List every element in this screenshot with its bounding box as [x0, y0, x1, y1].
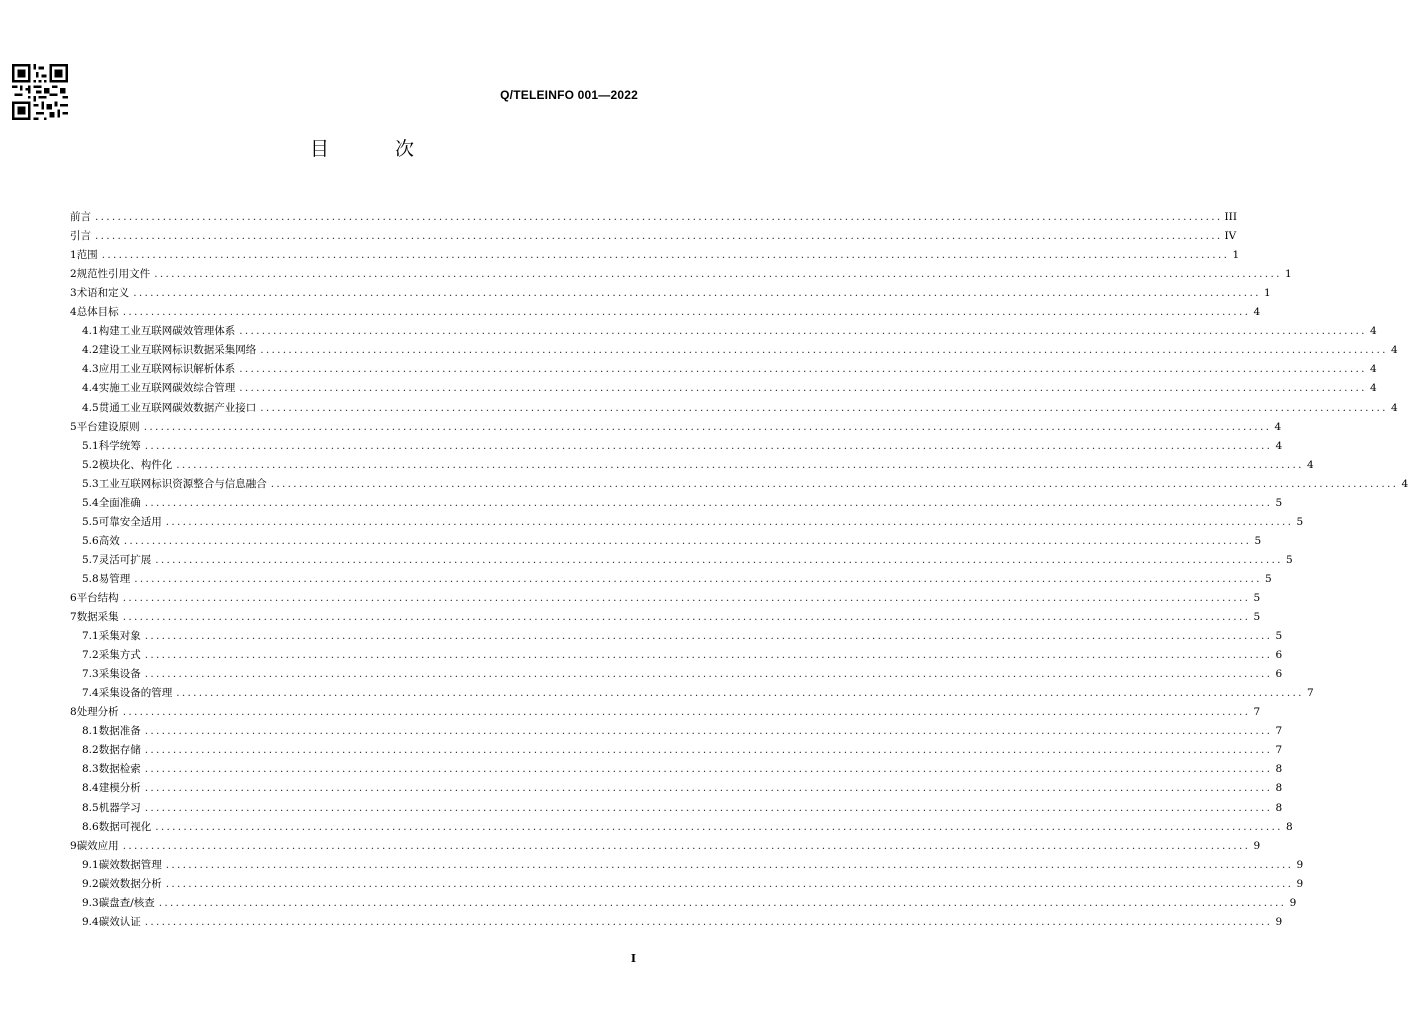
toc-entry-page: 8 [1275, 801, 1283, 814]
toc-entry-number: 5.1 [82, 439, 99, 452]
toc-entry[interactable] [70, 722, 1283, 741]
toc-entry[interactable] [70, 322, 1377, 341]
toc-entry-label: 平台建设原则 [76, 420, 140, 433]
toc-entry-label: 数据存储 [98, 744, 141, 757]
toc-entry-page: 5 [1275, 496, 1283, 509]
toc-entry-number: 9 [70, 839, 77, 852]
toc-leader-dots: ........................................................................................................................................................................................................ [144, 915, 1273, 928]
toc-entry-number: 3 [70, 287, 77, 300]
toc-entry-page: 5 [1254, 534, 1262, 547]
toc-leader-dots: ........................................................................................................................................................................................................ [260, 401, 1388, 414]
toc-entry-page: 5 [1265, 572, 1272, 585]
qr-code [12, 64, 68, 120]
toc-entry-page: 8 [1275, 763, 1283, 776]
toc-entry-label: 建模分析 [98, 782, 141, 795]
toc-entry-label: 数据可视化 [98, 820, 152, 833]
toc-entry-number: 4.3 [82, 363, 99, 376]
toc-leader-dots: ........................................................................................................................................................................................................ [144, 763, 1273, 776]
toc-entry-page: 9 [1253, 839, 1261, 852]
toc-entry[interactable] [70, 779, 1283, 798]
toc-entry-page: 1 [1264, 287, 1271, 300]
toc-entry-number: 8.2 [82, 744, 99, 757]
toc-entry[interactable] [70, 837, 1261, 856]
toc-entry-label: 构建工业互联网碳效管理体系 [98, 325, 236, 338]
toc-entry-page: 9 [1275, 915, 1283, 928]
toc-entry[interactable] [70, 856, 1304, 875]
toc-entry-number: 7.2 [82, 649, 99, 662]
page-title: 目 次 [309, 138, 445, 160]
toc-leader-dots: ........................................................................................................................................................................................................ [155, 553, 1283, 566]
toc-entry-number: 9.2 [82, 877, 99, 890]
toc-entry-number: 5 [70, 420, 77, 433]
toc-entry-number: 9.3 [82, 896, 99, 909]
toc-leader-dots: ........................................................................................................................................................................................................ [122, 706, 1251, 719]
toc-entry-page: 9 [1296, 877, 1304, 890]
toc-entry-label: 碳效应用 [76, 839, 119, 852]
toc-leader-dots: ........................................................................................................................................................................................................ [134, 572, 1262, 585]
document-code: Q/TELEINFO 001—2022 [500, 88, 638, 102]
toc-leader-dots: ........................................................................................................................................................................................................ [101, 249, 1230, 262]
toc-leader-dots: ........................................................................................................................................................................................................ [165, 515, 1294, 528]
toc-entry-page: 4 [1401, 477, 1408, 490]
toc-entry-page: 7 [1253, 706, 1261, 719]
toc-entry-page: 5 [1296, 515, 1304, 528]
toc-entry-page: 8 [1275, 782, 1283, 795]
toc-entry[interactable] [70, 341, 1398, 360]
toc-entry-number: 1 [70, 249, 77, 262]
toc-leader-dots: ........................................................................................................................................................................................................ [144, 744, 1273, 757]
toc-entry[interactable] [70, 570, 1272, 589]
toc-entry[interactable] [70, 475, 1408, 494]
toc-entry-number: 4.5 [82, 401, 99, 414]
toc-entry-number: 4.1 [82, 325, 99, 338]
toc-entry[interactable] [70, 513, 1304, 532]
toc-entry-number: 9.4 [82, 915, 99, 928]
toc-entry[interactable] [70, 303, 1261, 322]
toc-entry-page: 4 [1370, 363, 1377, 376]
table-of-contents [70, 208, 1408, 932]
toc-leader-dots: ........................................................................................................................................................................................................ [176, 458, 1304, 471]
toc-entry-number: 8.6 [82, 820, 99, 833]
toc-entry-page: 7 [1275, 725, 1283, 738]
toc-entry-label: 采集方式 [98, 649, 141, 662]
toc-leader-dots: ........................................................................................................................................................................................................ [165, 858, 1294, 871]
toc-entry-page: 4 [1253, 306, 1261, 319]
toc-entry-page: 5 [1286, 553, 1293, 566]
toc-entry-number: 7.1 [82, 630, 99, 643]
toc-entry-label: 总体目标 [76, 306, 119, 319]
toc-leader-dots: ........................................................................................................................................................................................................ [144, 782, 1273, 795]
toc-entry-label: 工业互联网标识资源整合与信息融合 [98, 477, 267, 490]
toc-entry[interactable] [70, 875, 1304, 894]
toc-entry-number: 7 [70, 611, 77, 624]
toc-entry[interactable] [70, 551, 1293, 570]
toc-entry[interactable] [70, 741, 1283, 760]
toc-entry-label: 平台结构 [76, 591, 119, 604]
toc-entry-label: 模块化、构件化 [98, 458, 173, 471]
toc-entry-number: 8.4 [82, 782, 99, 795]
toc-entry-number: 4.4 [82, 382, 99, 395]
toc-entry-page: 7 [1275, 744, 1283, 757]
toc-entry-number: 4 [70, 306, 77, 319]
toc-entry-label: 碳效数据管理 [98, 858, 162, 871]
toc-leader-dots: ........................................................................................................................................................................................................ [122, 306, 1251, 319]
toc-leader-dots: ........................................................................................................................................................................................................ [239, 382, 1367, 395]
toc-entry-page: 8 [1286, 820, 1293, 833]
toc-entry-label: 贯通工业互联网碳效数据产业接口 [98, 401, 257, 414]
toc-entry[interactable] [70, 456, 1314, 475]
toc-leader-dots: ........................................................................................................................................................................................................ [144, 496, 1273, 509]
toc-entry-number: 5.4 [82, 496, 99, 509]
toc-entry-label: 碳效数据分析 [98, 877, 162, 890]
toc-entry[interactable] [70, 360, 1377, 379]
toc-entry-number: 5.6 [82, 534, 99, 547]
toc-entry-number: 8.3 [82, 763, 99, 776]
toc-entry[interactable] [70, 227, 1237, 246]
toc-entry-page: 7 [1307, 687, 1314, 700]
toc-leader-dots: ........................................................................................................................................................................................................ [144, 630, 1273, 643]
toc-entry-page: 5 [1253, 591, 1261, 604]
toc-entry-page: III [1224, 211, 1237, 224]
toc-leader-dots: ........................................................................................................................................................................................................ [239, 325, 1367, 338]
toc-entry-label: 碳效认证 [98, 915, 141, 928]
toc-entry-label: 引言 [70, 230, 91, 243]
toc-entry-page: 6 [1275, 649, 1283, 662]
toc-entry-label: 前言 [70, 211, 91, 224]
toc-entry-page: 4 [1307, 458, 1314, 471]
toc-entry-label: 实施工业互联网碳效综合管理 [98, 382, 236, 395]
toc-entry[interactable] [70, 379, 1377, 398]
toc-entry-number: 8 [70, 706, 77, 719]
toc-entry-label: 灵活可扩展 [98, 553, 152, 566]
toc-entry-page: 1 [1232, 249, 1240, 262]
toc-entry[interactable] [70, 894, 1297, 913]
toc-entry-page: 9 [1289, 896, 1297, 909]
toc-entry[interactable] [70, 284, 1271, 303]
toc-entry-label: 数据准备 [98, 725, 141, 738]
toc-entry-number: 9.1 [82, 858, 99, 871]
toc-entry[interactable] [70, 913, 1283, 932]
toc-entry-page: 4 [1275, 439, 1283, 452]
toc-entry[interactable] [70, 818, 1293, 837]
toc-entry[interactable] [70, 798, 1283, 817]
toc-entry-page: 4 [1274, 420, 1282, 433]
toc-leader-dots: ........................................................................................................................................................................................................ [270, 477, 1399, 490]
toc-entry-page: 5 [1253, 611, 1261, 624]
toc-entry-label: 机器学习 [98, 801, 141, 814]
toc-leader-dots: ........................................................................................................................................................................................................ [122, 611, 1251, 624]
toc-entry[interactable] [70, 608, 1261, 627]
toc-leader-dots: ........................................................................................................................................................................................................ [144, 725, 1273, 738]
toc-entry-page: 5 [1275, 630, 1283, 643]
toc-leader-dots: ........................................................................................................................................................................................................ [239, 363, 1367, 376]
toc-entry[interactable] [70, 398, 1398, 417]
toc-entry[interactable] [70, 665, 1283, 684]
toc-entry[interactable] [70, 208, 1237, 227]
toc-entry-label: 数据检索 [98, 763, 141, 776]
toc-entry[interactable] [70, 246, 1240, 265]
toc-leader-dots: ........................................................................................................................................................................................................ [144, 668, 1273, 681]
toc-leader-dots: ........................................................................................................................................................................................................ [260, 344, 1388, 357]
toc-entry-label: 术语和定义 [76, 287, 130, 300]
toc-entry-label: 范围 [76, 249, 98, 262]
toc-entry-number: 8.1 [82, 725, 99, 738]
toc-entry-label: 采集设备的管理 [98, 687, 173, 700]
toc-entry-page: 4 [1370, 325, 1377, 338]
toc-entry-number: 5.7 [82, 553, 99, 566]
toc-entry-label: 处理分析 [76, 706, 119, 719]
toc-entry[interactable] [70, 627, 1283, 646]
toc-entry-page: 6 [1275, 668, 1283, 681]
toc-leader-dots: ........................................................................................................................................................................................................ [155, 820, 1283, 833]
toc-entry-label: 全面准确 [98, 496, 141, 509]
toc-entry-number: 5.8 [82, 572, 99, 585]
toc-leader-dots: ........................................................................................................................................................................................................ [176, 687, 1304, 700]
toc-leader-dots: ........................................................................................................................................................................................................ [122, 839, 1251, 852]
toc-entry[interactable] [70, 589, 1261, 608]
toc-entry-label: 数据采集 [76, 611, 119, 624]
toc-leader-dots: ........................................................................................................................................................................................................ [95, 211, 1223, 224]
toc-entry[interactable] [70, 494, 1283, 513]
toc-leader-dots: ........................................................................................................................................................................................................ [133, 287, 1261, 300]
toc-entry-label: 可靠安全适用 [98, 515, 162, 528]
toc-entry-page: IV [1224, 230, 1237, 243]
toc-leader-dots: ........................................................................................................................................................................................................ [143, 420, 1272, 433]
toc-entry-number: 5.3 [82, 477, 99, 490]
toc-entry-page: 4 [1370, 382, 1377, 395]
toc-entry-label: 采集设备 [98, 668, 141, 681]
toc-entry-number: 7.3 [82, 668, 99, 681]
toc-leader-dots: ........................................................................................................................................................................................................ [144, 649, 1273, 662]
toc-entry[interactable] [70, 646, 1283, 665]
toc-entry-number: 8.5 [82, 801, 99, 814]
toc-entry-label: 采集对象 [98, 630, 141, 643]
toc-entry-page: 1 [1285, 268, 1292, 281]
page-number: I [630, 952, 636, 965]
toc-leader-dots: ........................................................................................................................................................................................................ [122, 591, 1251, 604]
toc-entry-label: 碳盘查/核查 [98, 896, 155, 909]
toc-entry-number: 5.5 [82, 515, 99, 528]
toc-entry[interactable] [70, 265, 1292, 284]
toc-entry[interactable] [70, 418, 1282, 437]
toc-leader-dots: ........................................................................................................................................................................................................ [95, 230, 1223, 243]
toc-entry-number: 6 [70, 591, 77, 604]
toc-entry-label: 应用工业互联网标识解析体系 [98, 363, 236, 376]
toc-entry[interactable] [70, 437, 1283, 456]
toc-entry-page: 4 [1391, 344, 1398, 357]
toc-leader-dots: ........................................................................................................................................................................................................ [154, 268, 1282, 281]
toc-leader-dots: ........................................................................................................................................................................................................ [165, 877, 1294, 890]
toc-entry-label: 规范性引用文件 [76, 268, 151, 281]
toc-entry-label: 建设工业互联网标识数据采集网络 [98, 344, 257, 357]
toc-entry-label: 科学统筹 [98, 439, 141, 452]
toc-entry-number: 4.2 [82, 344, 99, 357]
toc-entry-label: 易管理 [98, 572, 131, 585]
toc-leader-dots: ........................................................................................................................................................................................................ [158, 896, 1287, 909]
toc-leader-dots: ........................................................................................................................................................................................................ [144, 801, 1273, 814]
toc-entry-number: 2 [70, 268, 77, 281]
toc-leader-dots: ........................................................................................................................................................................................................ [144, 439, 1273, 452]
toc-entry-page: 9 [1296, 858, 1304, 871]
toc-entry-label: 高效 [98, 534, 120, 547]
toc-entry-number: 7.4 [82, 687, 99, 700]
toc-entry[interactable] [70, 684, 1314, 703]
toc-entry[interactable] [70, 760, 1283, 779]
toc-entry[interactable] [70, 532, 1262, 551]
toc-entry-number: 5.2 [82, 458, 99, 471]
toc-entry-page: 4 [1391, 401, 1398, 414]
toc-leader-dots: ........................................................................................................................................................................................................ [123, 534, 1252, 547]
toc-entry[interactable] [70, 703, 1261, 722]
